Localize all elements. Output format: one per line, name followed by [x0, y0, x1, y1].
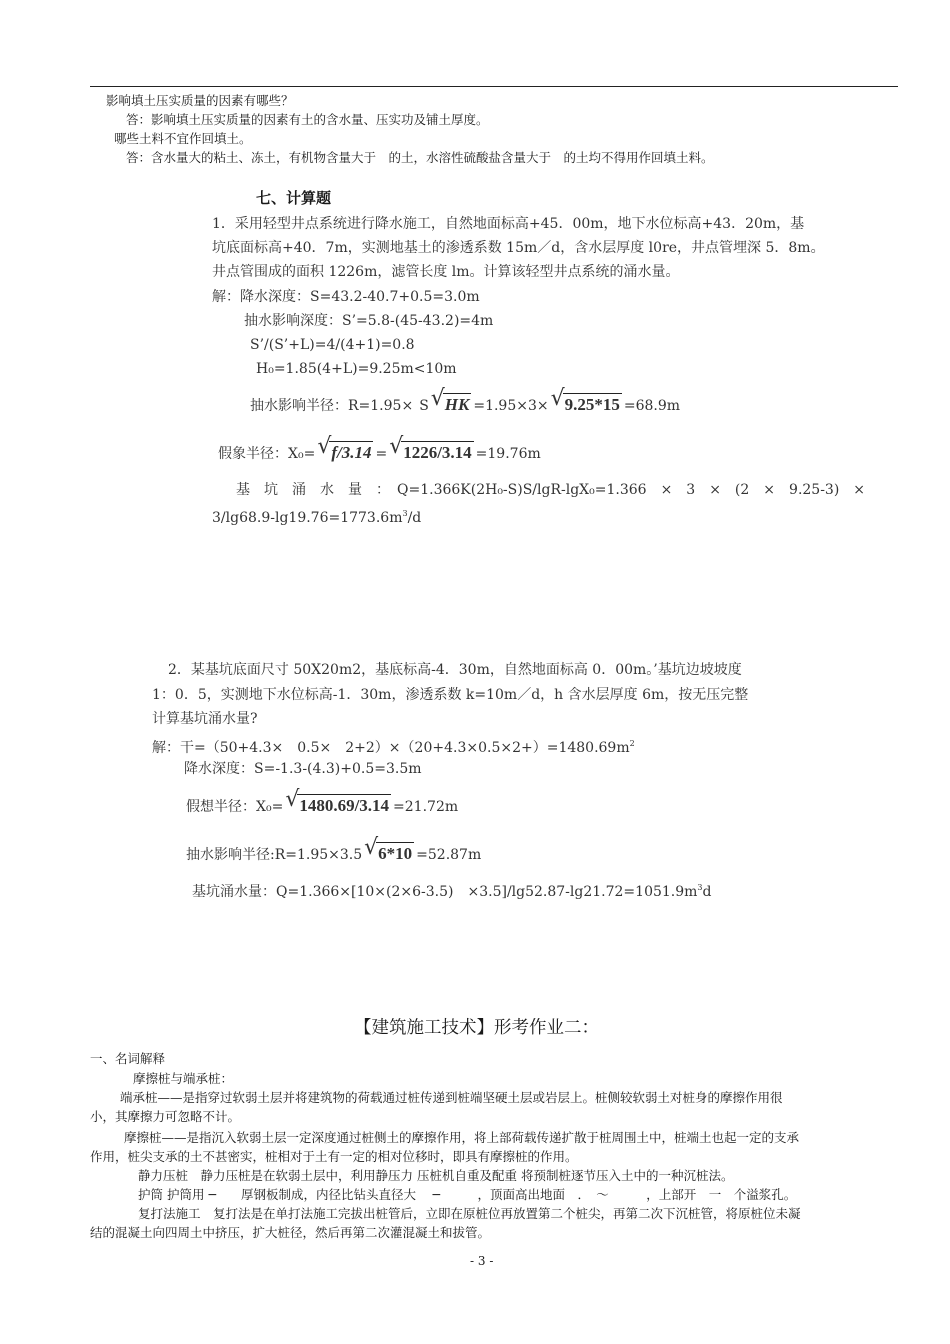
radicand: f/3.14: [331, 443, 372, 462]
radicand: 1226/3.14: [403, 443, 472, 462]
solution-1-radius-formula: [250, 396, 680, 415]
answer-2: 答：含水量大的粘土、冻土，有机物含量大于 的土，水溶性硫酸盐含量大于 的土均不得用作回填土料。: [126, 150, 714, 165]
formula-text: 假象半径：X₀=: [218, 446, 316, 462]
superscript: 3: [697, 883, 703, 892]
term-end-bearing-line-2: 小，其摩擦力可忽略不计。: [90, 1109, 241, 1124]
formula-text: 解：干=（50+4.3× 0.5× 2+2）×（20+4.3×0.5×2+）=1480.69m: [152, 740, 630, 756]
sqrt-symbol: [431, 396, 472, 415]
solution-1-step-1: 解：降水深度：S=43.2-40.7+0.5=3.0m: [212, 289, 480, 305]
radicand: HK: [444, 395, 470, 414]
solution-2-step-2: 降水深度：S=-1.3-(4.3)+0.5=3.5m: [184, 761, 422, 777]
problem-2-line-3: 计算基坑涌水量?: [152, 711, 258, 727]
formula-text: =68.9m: [623, 398, 681, 414]
problem-1-line-1: 1．采用轻型井点系统进行降水施工，自然地面标高+45．00m，地下水位标高+43．20m，基: [212, 216, 805, 232]
section-heading-calc: 七、计算题: [256, 189, 332, 207]
sqrt-symbol: [285, 797, 391, 816]
question-2: 哪些土料不宜作回填土。: [114, 131, 252, 146]
solution-1-step-4: H₀=1.85(4+L)=9.25m<10m: [256, 361, 457, 377]
formula-text: =52.87m: [416, 847, 482, 863]
term-friction-line-1: 摩擦桩——是指沉入软弱土层一定深度通过桩侧土的摩擦作用，将上部荷载传递扩散于桩周围土中，桩端土也起一定的支承: [124, 1130, 800, 1145]
problem-1-line-2: 坑底面标高+40．7m，实测地基土的渗透系数 15m／d，含水层厚度 l0re，井点管埋深 5．8m。: [212, 240, 825, 256]
formula-text: 抽水影响半径:R=1.95×3.5: [186, 847, 363, 863]
solution-1-inflow-line-1: 基 坑 涌 水 量 ： Q=1.366K(2H₀-S)S/lgR-lgX₀=1.366 × 3 × (2 × 9.25-3) ×: [236, 482, 866, 498]
term-static-pressure-pile: 静力压桩 静力压桩是在软弱土层中，利用静压力 压桩机自重及配重 将预制桩逐节压入土中的一种沉桩法。: [138, 1168, 734, 1183]
sqrt-symbol: [364, 845, 414, 864]
formula-text: S: [419, 398, 429, 414]
term-end-bearing-line-1: 端承桩——是指穿过软弱土层并将建筑物的荷载通过桩传递到桩端坚硬土层或岩层上。桩侧较软弱土对桩身的摩擦作用很: [120, 1090, 783, 1105]
formula-text: =21.72m: [393, 799, 459, 815]
solution-1-step-2: 抽水影响深度：S’=5.8-(45-43.2)=4m: [244, 313, 494, 329]
problem-2-line-1: 2．某基坑底面尺寸 50X20m2，基底标高-4．30m，自然地面标高 0．00m。’基坑边坡坡度: [168, 662, 742, 678]
formula-text: 假想半径：X₀=: [186, 799, 284, 815]
homework-2-title: 【建筑施工技术】形考作业二：: [354, 1018, 599, 1038]
term-casing: 护筒 护筒用 ─ 厚钢板制成，内径比钻头直径大 ─ ，顶面高出地面 ． ～ ，上部开 一 个溢浆孔。: [138, 1187, 797, 1202]
formula-text: 抽水影响半径：R=1.95×: [250, 398, 414, 414]
question-1: 影响填土压实质量的因素有哪些？: [106, 93, 294, 108]
problem-1-line-3: 井点管围成的面积 1226m，滤管长度 lm。计算该轻型井点系统的涌水量。: [212, 264, 680, 280]
term-1-title: 摩擦桩与端承桩：: [133, 1071, 234, 1086]
formula-text: d: [702, 884, 712, 900]
formula-text: =1.95×3×: [473, 398, 549, 414]
solution-2-inflow: [192, 879, 711, 901]
solution-1-inflow-line-2: [212, 505, 421, 527]
solution-1-equivalent-radius: [218, 444, 541, 463]
radicand: 6*10: [378, 844, 413, 863]
term-re-driving-line-2: 结的混凝土向四周土中挤压，扩大桩径，然后再第二次灌混凝土和拔管。: [90, 1225, 491, 1240]
term-re-driving-line-1: 复打法施工 复打法是在单打法施工完拔出桩管后，立即在原桩位再放置第二个桩尖，再第二次下沉桩管，将原桩位未凝: [138, 1206, 801, 1221]
problem-2-line-2: 1：0．5，实测地下水位标高-1．30m，渗透系数 k=10m／d，h 含水层厚度 6m，按无压完整: [152, 687, 749, 703]
page-number: - 3 -: [470, 1254, 494, 1268]
solution-1-step-3: S’/(S’+L)=4/(4+1)=0.8: [250, 337, 415, 353]
formula-text: =19.76m: [475, 446, 541, 462]
formula-text: /d: [407, 510, 422, 526]
superscript: 2: [629, 739, 635, 748]
formula-text: 基坑涌水量：Q=1.366×[10×(2×6-3.5) ×3.5]/lg52.87-lg21.72=1051.9m: [192, 884, 698, 900]
answer-1: 答：影响填土压实质量的因素有土的含水量、压实功及铺土厚度。: [126, 112, 489, 127]
formula-text: 3/lg68.9-lg19.76=1773.6m: [212, 510, 403, 526]
formula-text: =: [375, 446, 388, 462]
radicand: 9.25*15: [564, 395, 620, 414]
header-rule: [90, 86, 898, 87]
term-friction-line-2: 作用，桩尖支承的土不甚密实，桩相对于土有一定的相对位移时，即具有摩擦桩的作用。: [90, 1149, 578, 1164]
solution-2-radius-formula: [186, 845, 481, 864]
solution-2-equivalent-radius: [186, 797, 458, 816]
section-heading-terms: 一、名词解释: [90, 1051, 166, 1066]
solution-2-step-1: [152, 735, 635, 757]
sqrt-symbol: [317, 444, 373, 463]
radicand: 1480.69/3.14: [299, 796, 390, 815]
superscript: 3: [402, 509, 408, 518]
sqrt-symbol: [551, 396, 622, 415]
sqrt-symbol: [389, 444, 473, 463]
